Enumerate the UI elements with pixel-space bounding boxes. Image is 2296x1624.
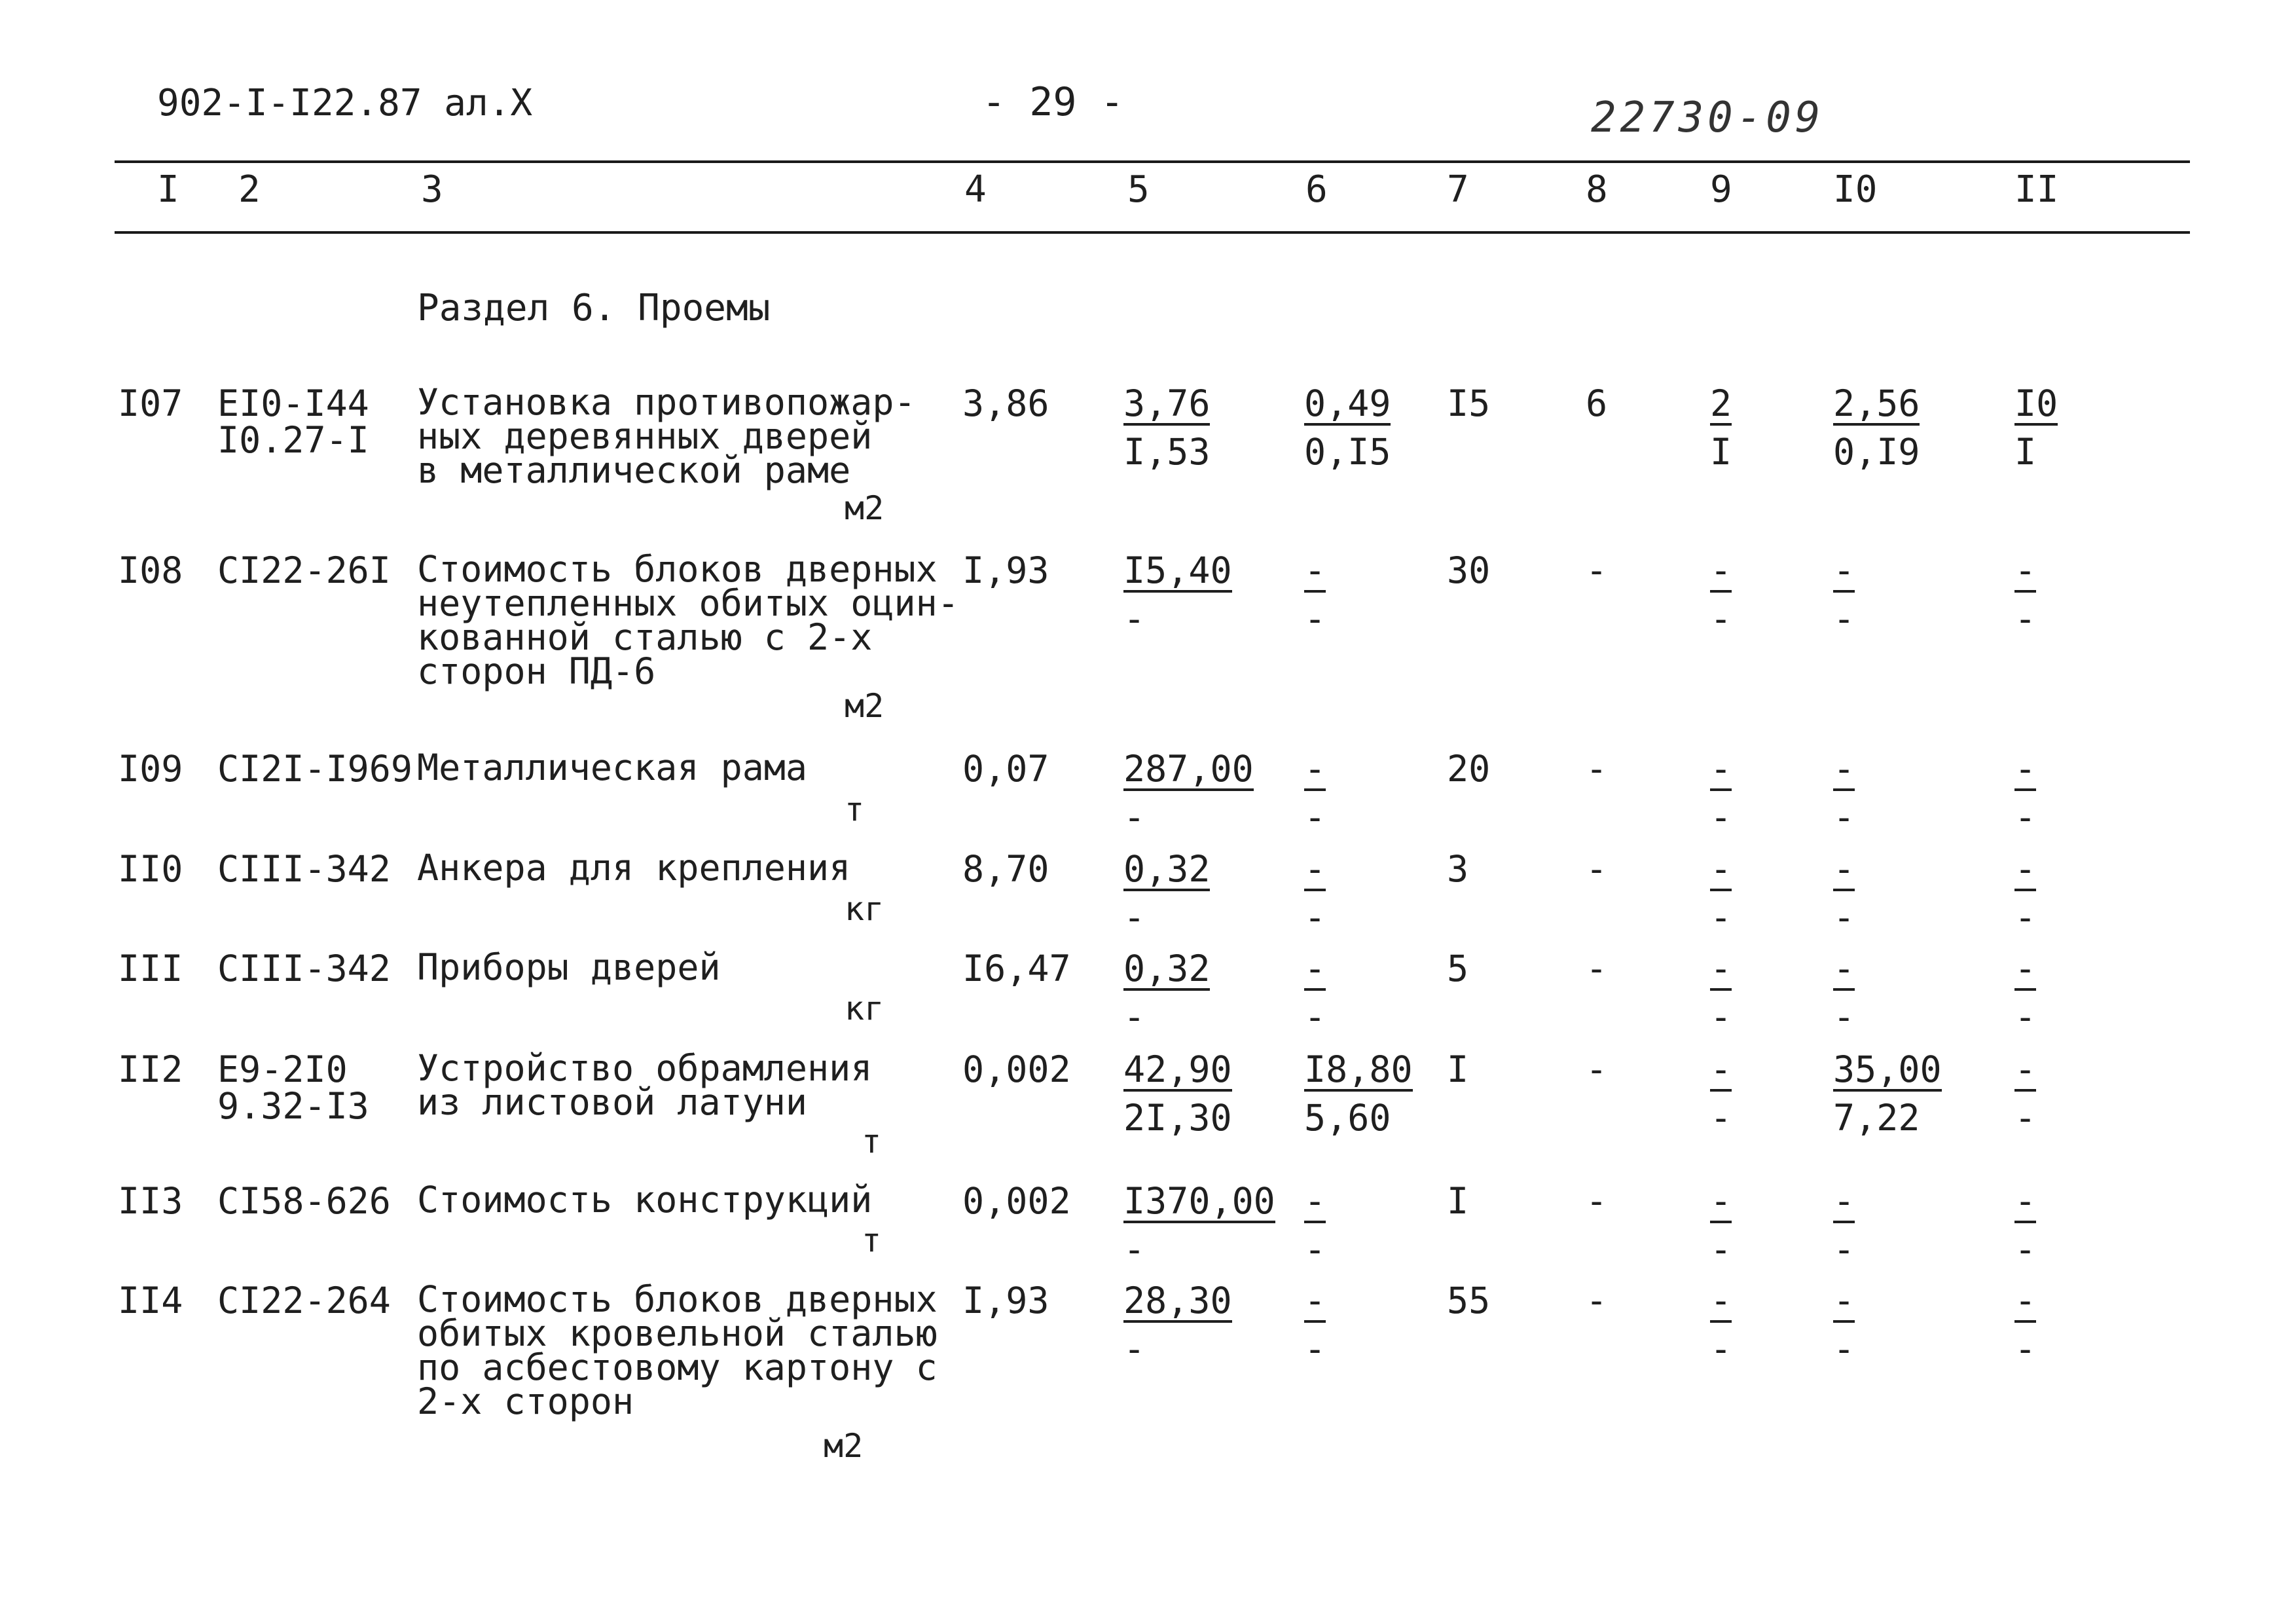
fraction-denominator: - xyxy=(1123,1228,1146,1270)
fraction-c11 xyxy=(2014,382,2058,473)
fraction-denominator: - xyxy=(2014,1228,2037,1270)
quantity-value: 0,07 xyxy=(962,748,1049,790)
fraction-c6 xyxy=(1304,549,1326,640)
fraction-c10 xyxy=(1833,549,1855,640)
table-header-rule xyxy=(115,231,2190,234)
fraction-numerator: - xyxy=(2014,549,2037,591)
fraction-numerator: - xyxy=(1710,1180,1732,1222)
archive-number: 22730-09 xyxy=(1591,94,1825,142)
fraction-denominator: - xyxy=(1304,1228,1326,1270)
fraction-c9 xyxy=(1710,848,1732,938)
fraction-denominator: - xyxy=(1304,996,1326,1038)
fraction-c10 xyxy=(1833,948,1855,1038)
fraction-numerator: I370,00 xyxy=(1123,1180,1275,1222)
work-description: Стоимость блоков дверных неутепленных обитых оцин- кованной сталью с 2-х сторон ПД-6 xyxy=(417,548,959,692)
column-header-6: 6 xyxy=(1305,168,1328,211)
column-8-value: - xyxy=(1586,1180,1608,1222)
fraction-numerator: - xyxy=(1304,948,1326,989)
fraction-c5 xyxy=(1123,1180,1275,1270)
fraction-c5 xyxy=(1123,382,1211,473)
fraction-c6 xyxy=(1304,948,1326,1038)
column-8-value: - xyxy=(1586,1280,1608,1321)
fraction-c9 xyxy=(1710,1280,1732,1370)
fraction-c10 xyxy=(1833,1180,1855,1270)
fraction-denominator: - xyxy=(1304,1328,1326,1370)
rate-code: EI0-I44 I0.27-I xyxy=(217,382,369,461)
column-header-10: I0 xyxy=(1833,168,1878,211)
fraction-c11 xyxy=(2014,750,2036,836)
rate-code: CIII-342 xyxy=(217,948,391,989)
fraction-c10 xyxy=(1833,1048,1942,1139)
fraction-denominator: 5,60 xyxy=(1304,1097,1391,1139)
column-7-value: I xyxy=(1447,1048,1469,1090)
unit-of-measure: т xyxy=(845,790,865,828)
unit-of-measure: кг xyxy=(845,989,884,1027)
column-8-value: - xyxy=(1586,549,1608,591)
document-code: 902-I-I22.87 ал.X xyxy=(157,82,533,124)
fraction-c6 xyxy=(1304,1048,1413,1139)
column-7-value: 3 xyxy=(1447,848,1469,890)
fraction-numerator: 0,49 xyxy=(1304,382,1391,424)
quantity-value: 0,002 xyxy=(962,1180,1071,1222)
column-8-value: 6 xyxy=(1586,382,1608,424)
fraction-numerator: - xyxy=(1833,948,1855,989)
fraction-numerator: - xyxy=(1710,748,1732,790)
fraction-numerator: - xyxy=(1710,549,1732,591)
fraction-denominator: 7,22 xyxy=(1833,1097,1920,1139)
unit-of-measure: м2 xyxy=(845,489,884,527)
fraction-denominator: - xyxy=(2014,896,2037,938)
row-number: I09 xyxy=(118,748,183,790)
fraction-c11 xyxy=(2014,1280,2037,1370)
fraction-numerator: 42,90 xyxy=(1123,1048,1232,1090)
fraction-numerator: - xyxy=(1710,1048,1732,1090)
table-top-rule xyxy=(115,160,2190,163)
rate-code: CI2I-I969 xyxy=(217,748,413,790)
column-header-9: 9 xyxy=(1710,168,1732,211)
fraction-denominator: - xyxy=(1123,996,1146,1038)
fraction-numerator: - xyxy=(2014,1048,2037,1090)
fraction-c6 xyxy=(1304,1180,1326,1270)
column-header-5: 5 xyxy=(1127,168,1150,211)
fraction-denominator: - xyxy=(1304,796,1326,838)
work-description: Металлическая рама xyxy=(417,747,808,788)
fraction-denominator: 0,I5 xyxy=(1304,431,1391,473)
row-number: I07 xyxy=(118,382,183,424)
fraction-denominator: - xyxy=(1304,598,1326,640)
column-header-8: 8 xyxy=(1586,168,1608,211)
fraction-denominator: - xyxy=(1123,796,1146,838)
fraction-numerator: - xyxy=(1304,848,1326,890)
fraction-denominator: - xyxy=(1833,996,1855,1038)
quantity-value: I,93 xyxy=(962,1280,1049,1321)
column-8-value: - xyxy=(1586,1048,1608,1090)
fraction-denominator: - xyxy=(1123,598,1146,640)
column-7-value: 30 xyxy=(1447,549,1491,591)
fraction-numerator: - xyxy=(1833,748,1855,790)
fraction-c5 xyxy=(1123,1048,1232,1139)
fraction-c6 xyxy=(1304,1280,1326,1370)
fraction-c6 xyxy=(1304,382,1391,473)
section-title: Раздел 6. Проемы xyxy=(417,287,771,329)
fraction-numerator: 2,56 xyxy=(1833,382,1920,424)
fraction-c6 xyxy=(1304,750,1326,836)
fraction-numerator: - xyxy=(1710,948,1732,989)
fraction-denominator: - xyxy=(1833,796,1855,838)
fraction-numerator: 28,30 xyxy=(1123,1280,1232,1321)
column-header-3: 3 xyxy=(421,168,443,211)
column-7-value: 55 xyxy=(1447,1280,1491,1321)
fraction-numerator: - xyxy=(2014,1280,2037,1321)
fraction-numerator: 3,76 xyxy=(1123,382,1211,424)
fraction-c10 xyxy=(1833,1280,1855,1370)
fraction-denominator: 2I,30 xyxy=(1123,1097,1232,1139)
work-description: Анкера для крепления xyxy=(417,847,851,889)
row-number: III xyxy=(118,948,183,989)
fraction-numerator: - xyxy=(1833,848,1855,890)
fraction-c10 xyxy=(1833,848,1855,938)
rate-code: CI22-264 xyxy=(217,1280,391,1321)
work-description: Приборы дверей xyxy=(417,946,721,988)
column-7-value: 20 xyxy=(1447,748,1491,790)
fraction-numerator: I8,80 xyxy=(1304,1048,1413,1090)
rate-code: CI58-626 xyxy=(217,1180,391,1222)
fraction-numerator: - xyxy=(1710,1280,1732,1321)
fraction-numerator: - xyxy=(1833,1280,1855,1321)
column-header-4: 4 xyxy=(964,168,987,211)
fraction-denominator: - xyxy=(2014,796,2037,838)
unit-of-measure: т xyxy=(862,1122,882,1160)
fraction-c6 xyxy=(1304,848,1326,938)
rate-code: E9-2I0 9.32-I3 xyxy=(217,1048,369,1127)
fraction-c5 xyxy=(1123,750,1254,836)
fraction-numerator: - xyxy=(1833,549,1855,591)
fraction-denominator: - xyxy=(2014,598,2037,640)
fraction-c5 xyxy=(1123,848,1211,938)
rate-code: CIII-342 xyxy=(217,848,391,890)
fraction-numerator: 35,00 xyxy=(1833,1048,1942,1090)
fraction-numerator: - xyxy=(1304,1280,1326,1321)
fraction-numerator: - xyxy=(2014,848,2037,890)
column-7-value: 5 xyxy=(1447,948,1469,989)
rate-code: CI22-26I xyxy=(217,549,391,591)
fraction-denominator: - xyxy=(1833,1228,1855,1270)
unit-of-measure: т xyxy=(862,1221,882,1259)
fraction-denominator: - xyxy=(1123,1328,1146,1370)
fraction-numerator: - xyxy=(1304,549,1326,591)
fraction-c9 xyxy=(1710,549,1732,640)
column-header-7: 7 xyxy=(1447,168,1469,211)
fraction-c9 xyxy=(1710,1048,1732,1139)
fraction-numerator: - xyxy=(2014,1180,2037,1222)
fraction-denominator: I,53 xyxy=(1123,431,1211,473)
fraction-numerator: - xyxy=(1304,1180,1326,1222)
row-number: II2 xyxy=(118,1048,183,1090)
fraction-numerator: 287,00 xyxy=(1123,748,1254,790)
fraction-denominator: - xyxy=(1710,896,1732,938)
fraction-numerator: - xyxy=(2014,948,2037,989)
fraction-denominator: - xyxy=(1710,796,1732,838)
fraction-denominator: - xyxy=(1710,1328,1732,1370)
fraction-denominator: - xyxy=(2014,1097,2037,1139)
quantity-value: I6,47 xyxy=(962,948,1071,989)
work-description: Установка противопожар- ных деревянных дверей в металлической раме xyxy=(417,381,916,491)
fraction-c11 xyxy=(2014,848,2037,938)
quantity-value: I,93 xyxy=(962,549,1049,591)
fraction-numerator: I5,40 xyxy=(1123,549,1232,591)
column-header-11: II xyxy=(2014,168,2059,211)
fraction-denominator: - xyxy=(2014,996,2037,1038)
unit-of-measure: кг xyxy=(845,890,884,928)
fraction-denominator: - xyxy=(2014,1328,2037,1370)
row-number: II3 xyxy=(118,1180,183,1222)
quantity-value: 0,002 xyxy=(962,1048,1071,1090)
row-number: II4 xyxy=(118,1280,183,1321)
work-description: Устройство обрамления из листовой латуни xyxy=(417,1047,873,1123)
fraction-numerator: - xyxy=(1710,848,1732,890)
fraction-denominator: - xyxy=(1833,896,1855,938)
column-7-value: I xyxy=(1447,1180,1469,1222)
fraction-denominator: - xyxy=(1304,896,1326,938)
fraction-numerator: 0,32 xyxy=(1123,848,1211,890)
fraction-denominator: I xyxy=(1710,431,1732,473)
fraction-denominator: - xyxy=(1833,1328,1855,1370)
fraction-c10 xyxy=(1833,750,1855,836)
column-8-value: - xyxy=(1586,948,1608,989)
fraction-numerator: - xyxy=(1304,748,1326,790)
fraction-denominator: - xyxy=(1123,896,1146,938)
column-8-value: - xyxy=(1586,748,1608,790)
fraction-c10 xyxy=(1833,382,1920,473)
fraction-c5 xyxy=(1123,549,1232,640)
fraction-c9 xyxy=(1710,382,1732,473)
work-description: Стоимость блоков дверных обитых кровельной сталью по асбестовому картону с 2-х сторон xyxy=(417,1278,938,1422)
fraction-c9 xyxy=(1710,948,1732,1038)
fraction-denominator: - xyxy=(1710,996,1732,1038)
unit-of-measure: м2 xyxy=(845,687,884,725)
fraction-denominator: I xyxy=(2014,431,2037,473)
row-number: I08 xyxy=(118,549,183,591)
fraction-numerator: 0,32 xyxy=(1123,948,1211,989)
fraction-denominator: - xyxy=(1710,1097,1732,1139)
fraction-denominator: - xyxy=(1833,598,1855,640)
fraction-numerator: - xyxy=(2014,748,2037,790)
fraction-denominator: - xyxy=(1710,598,1732,640)
fraction-c11 xyxy=(2014,1180,2037,1270)
fraction-c11 xyxy=(2014,948,2037,1038)
fraction-c5 xyxy=(1123,948,1211,1038)
column-header-2: 2 xyxy=(238,168,261,211)
fraction-denominator: - xyxy=(1710,1228,1732,1270)
fraction-c5 xyxy=(1123,1280,1232,1370)
fraction-numerator: - xyxy=(1833,1180,1855,1222)
fraction-c11 xyxy=(2014,1048,2037,1139)
fraction-c9 xyxy=(1710,1180,1732,1270)
quantity-value: 3,86 xyxy=(962,382,1049,424)
fraction-numerator: 2 xyxy=(1710,382,1732,424)
column-7-value: I5 xyxy=(1447,382,1491,424)
quantity-value: 8,70 xyxy=(962,848,1049,890)
column-8-value: - xyxy=(1586,848,1608,890)
fraction-c11 xyxy=(2014,549,2037,640)
fraction-numerator: I0 xyxy=(2014,382,2058,424)
work-description: Стоимость конструкций xyxy=(417,1179,873,1221)
unit-of-measure: м2 xyxy=(824,1427,864,1465)
row-number: II0 xyxy=(118,848,183,890)
fraction-c9 xyxy=(1710,750,1732,836)
page-number: - 29 - xyxy=(982,79,1124,125)
fraction-denominator: 0,I9 xyxy=(1833,431,1920,473)
column-header-1: I xyxy=(157,168,179,211)
